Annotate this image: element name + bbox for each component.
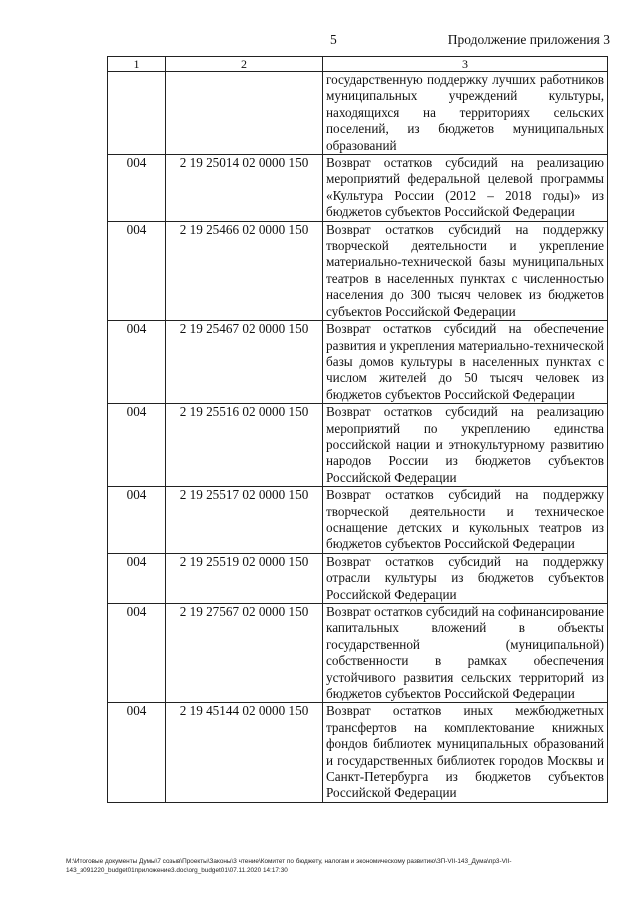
table-row xyxy=(108,321,608,404)
admin-code: 004 xyxy=(108,604,166,703)
budget-code: 2 19 25466 02 0000 150 xyxy=(166,221,323,320)
empty-cell xyxy=(108,72,166,155)
budget-codes-table xyxy=(107,56,608,803)
code-description: Возврат остатков субсидий на софинансирование капитальных вложений в объекты государственной (муниципальной) собственности в рамках обеспечения устойчивого развития сельских территорий из бюджетов субъектов Российской Федерации xyxy=(323,604,608,703)
page-header xyxy=(0,32,640,50)
table-row xyxy=(108,404,608,487)
code-description: Возврат остатков субсидий на поддержку творческой деятельности и техническое оснащение детских и кукольных театров из бюджетов субъектов Российской Федерации xyxy=(323,487,608,554)
code-description: Возврат остатков субсидий на реализацию мероприятий по укреплению единства российской нации и этнокультурному развитию народов России из бюджетов субъектов Российской Федерации xyxy=(323,404,608,487)
table-row xyxy=(108,155,608,222)
code-description: Возврат остатков субсидий на обеспечение развития и укрепления материально-технической базы домов культуры в населенных пунктах с числом жителей до 50 тысяч человек из бюджетов субъектов Российской Федерации xyxy=(323,321,608,404)
budget-code: 2 19 45144 02 0000 150 xyxy=(166,703,323,802)
budget-code: 2 19 27567 02 0000 150 xyxy=(166,604,323,703)
admin-code: 004 xyxy=(108,221,166,320)
admin-code: 004 xyxy=(108,487,166,554)
file-path-footer: M:\Итоговые документы Думы\7 созыв\Проекты\Законы\3 чтение\Комитет по бюджету, налогам и экономическому развитию\ЗП-VII-143_Дума\пр3-VII-143_з091220_budget01приложение3.doc\org_budget01\07.11.2020 14:17:30 xyxy=(66,858,512,874)
column-header-2: 2 xyxy=(166,57,323,72)
code-description: Возврат остатков иных межбюджетных трансфертов на комплектование книжных фондов библиотек муниципальных образований и государственных библиотек городов Москвы и Санкт-Петербурга из бюджетов субъектов Российской Федерации xyxy=(323,703,608,802)
admin-code: 004 xyxy=(108,553,166,603)
column-header-1: 1 xyxy=(108,57,166,72)
admin-code: 004 xyxy=(108,404,166,487)
code-description: Возврат остатков субсидий на реализацию мероприятий федеральной целевой программы «Культура России (2012 – 2018 годы)» из бюджетов субъектов Российской Федерации xyxy=(323,155,608,222)
table-row xyxy=(108,553,608,603)
column-header-3: 3 xyxy=(323,57,608,72)
table-header-row xyxy=(108,57,608,72)
table-row xyxy=(108,221,608,320)
table-row xyxy=(108,487,608,554)
table-row xyxy=(108,703,608,802)
page-number: 5 xyxy=(330,32,337,47)
code-description: Возврат остатков субсидий на поддержку творческой деятельности и укрепление материально-технической базы муниципальных театров в населенных пунктах с численностью населения до 300 тысяч человек из бюджетов субъектов Российской Федерации xyxy=(323,221,608,320)
budget-code: 2 19 25519 02 0000 150 xyxy=(166,553,323,603)
continued-description: государственную поддержку лучших работников муниципальных учреждений культуры, находящихся на территориях сельских поселений, из бюджетов муниципальных образований xyxy=(323,72,608,155)
budget-code: 2 19 25516 02 0000 150 xyxy=(166,404,323,487)
admin-code: 004 xyxy=(108,321,166,404)
table-row xyxy=(108,604,608,703)
admin-code: 004 xyxy=(108,703,166,802)
budget-code: 2 19 25467 02 0000 150 xyxy=(166,321,323,404)
empty-cell xyxy=(166,72,323,155)
table-row-continued xyxy=(108,72,608,155)
continuation-label: Продолжение приложения 3 xyxy=(447,32,610,47)
budget-code: 2 19 25517 02 0000 150 xyxy=(166,487,323,554)
admin-code: 004 xyxy=(108,155,166,222)
code-description: Возврат остатков субсидий на поддержку отрасли культуры из бюджетов субъектов Российской Федерации xyxy=(323,553,608,603)
budget-code: 2 19 25014 02 0000 150 xyxy=(166,155,323,222)
